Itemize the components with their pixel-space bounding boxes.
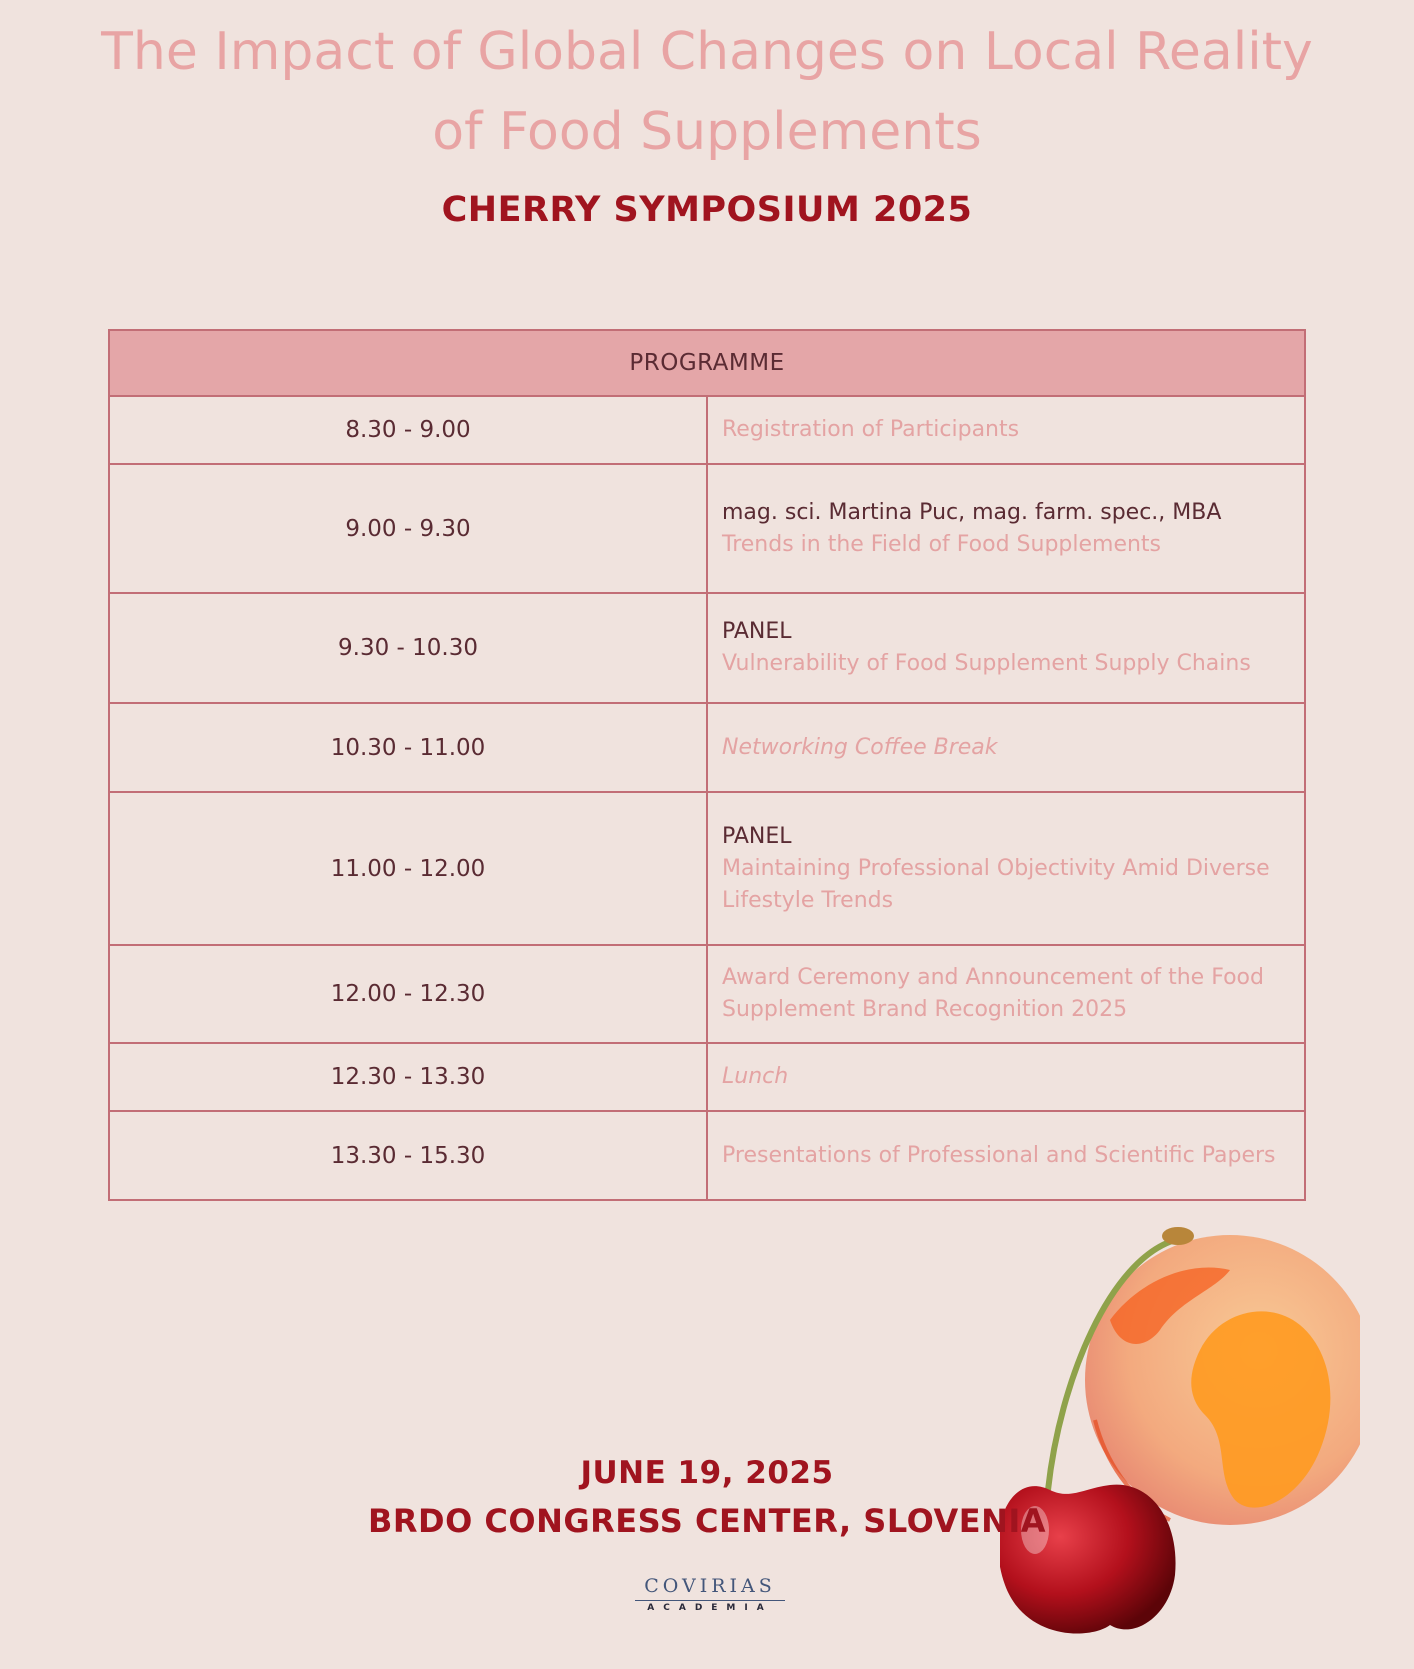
logo-divider [635, 1600, 785, 1601]
row-speaker: mag. sci. Martina Puc, mag. farm. spec., MBA [722, 499, 1222, 525]
table-row [109, 593, 1305, 703]
symposium-subtitle: CHERRY SYMPOSIUM 2025 [441, 190, 973, 230]
row-time: 10.30 - 11.00 [109, 703, 707, 792]
row-description [707, 593, 1305, 703]
table-row [109, 1111, 1305, 1200]
programme-table [108, 329, 1306, 1201]
row-talk: Registration of Participants [722, 417, 1020, 442]
table-row [109, 1043, 1305, 1111]
table-row [109, 945, 1305, 1043]
logo-wordmark: COVIRIAS [644, 1575, 776, 1597]
row-description [707, 945, 1305, 1043]
row-description [707, 1043, 1305, 1111]
event-date: JUNE 19, 2025 [580, 1455, 834, 1491]
table-row [109, 792, 1305, 945]
event-venue: BRDO CONGRESS CENTER, SLOVENIA [367, 1502, 1047, 1540]
row-time: 12.30 - 13.30 [109, 1043, 707, 1111]
cherry-globe-illustration [1000, 1200, 1360, 1640]
row-speaker: PANEL [722, 823, 792, 849]
row-time: 11.00 - 12.00 [109, 792, 707, 945]
programme-heading: PROGRAMME [109, 330, 1305, 396]
row-description [707, 703, 1305, 792]
row-description [707, 1111, 1305, 1200]
row-time: 9.00 - 9.30 [109, 464, 707, 593]
programme-header-row [109, 330, 1305, 396]
row-talk: Trends in the Field of Food Supplements [722, 531, 1162, 557]
row-description [707, 396, 1305, 464]
page-title [0, 12, 1414, 172]
row-talk: Award Ceremony and Announcement of the Food Supplement Brand Recognition 2025 [722, 965, 1264, 1022]
row-talk: Maintaining Professional Objectivity Amid Diverse Lifestyle Trends [722, 855, 1270, 913]
row-time: 8.30 - 9.00 [109, 396, 707, 464]
title-line-2: of Food Supplements [432, 102, 982, 162]
row-description [707, 792, 1305, 945]
row-talk: Presentations of Professional and Scientific Papers [722, 1142, 1276, 1168]
title-line-1: The Impact of Global Changes on Local Reality [101, 22, 1313, 82]
covirias-academia-logo [620, 1575, 800, 1613]
row-talk: Networking Coffee Break [722, 734, 998, 760]
table-row [109, 464, 1305, 593]
row-talk: Vulnerability of Food Supplement Supply Chains [722, 651, 1251, 676]
row-talk: Lunch [722, 1064, 789, 1089]
row-speaker: PANEL [722, 619, 792, 644]
row-time: 13.30 - 15.30 [109, 1111, 707, 1200]
row-time: 12.00 - 12.30 [109, 945, 707, 1043]
logo-subtitle: ACADEMIA [647, 1603, 773, 1613]
table-row [109, 396, 1305, 464]
row-description [707, 464, 1305, 593]
row-time: 9.30 - 10.30 [109, 593, 707, 703]
table-row [109, 703, 1305, 792]
